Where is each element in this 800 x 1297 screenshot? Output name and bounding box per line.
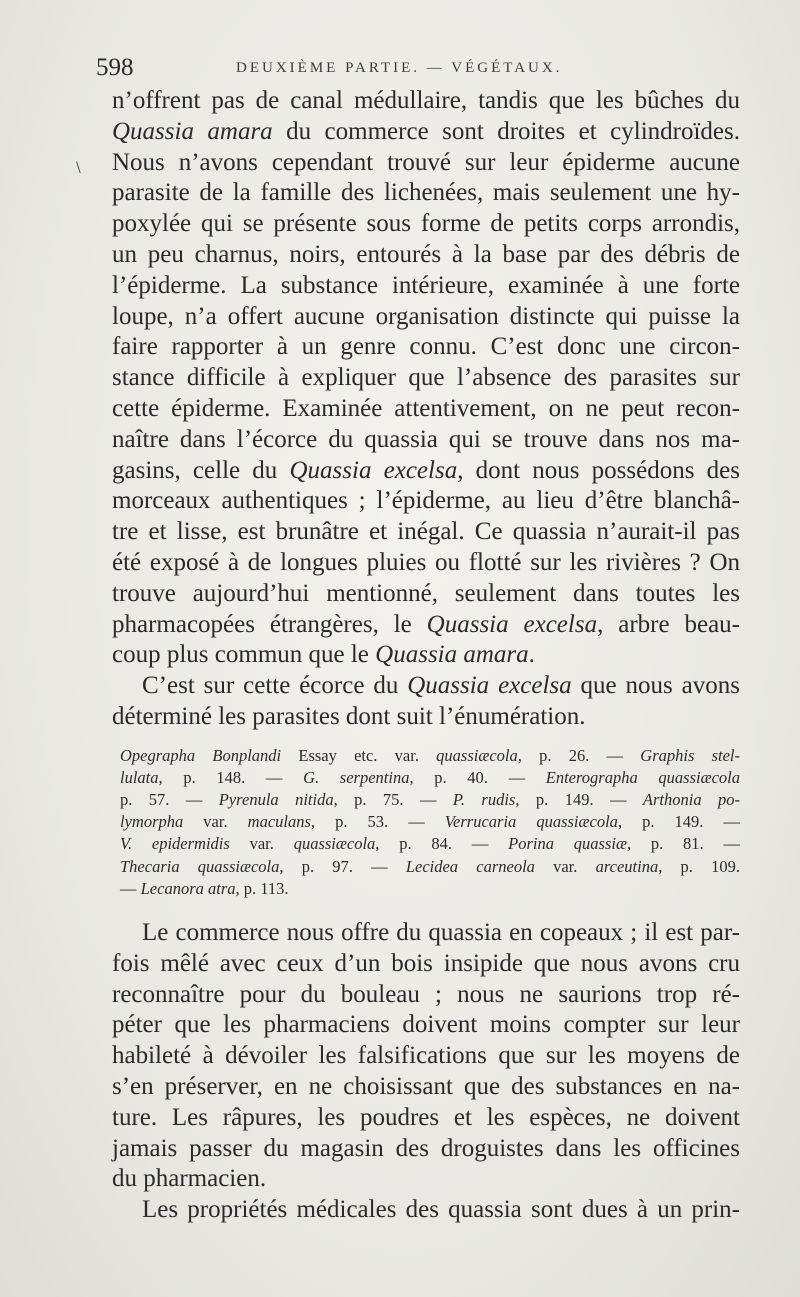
text-line [112, 610, 740, 641]
text-line [112, 1072, 740, 1103]
text-run: tre et lisse, est brunâtre et inégal. Ce quassia n’aurait-il pas [112, 518, 740, 546]
text-line [120, 878, 740, 900]
text-line [112, 949, 740, 980]
italic-term: Quassia amara [112, 117, 273, 145]
text-run: loupe, n’a offert aucune organisation distincte qui puisse la [112, 302, 740, 330]
italic-term: Lecidea carneola [405, 856, 535, 876]
text-run: , p. 75. — [333, 790, 453, 810]
text-run: poxylée qui se présente sous forme de petits corps arrondis, [112, 210, 740, 238]
text-run: du commerce sont droites et cylindroïdes. [272, 117, 740, 145]
text-line [112, 671, 740, 702]
text-run: du pharmacien. [112, 1165, 267, 1193]
text-line [112, 363, 740, 394]
text-run: , arbre beau- [597, 610, 740, 638]
paragraph-4 [112, 1195, 740, 1226]
italic-term: quassiæcola [293, 834, 376, 854]
text-line [112, 117, 740, 148]
text-run: . [528, 641, 535, 669]
italic-term: Quassia amara [375, 641, 529, 669]
text-run: , p. 81. — [626, 834, 740, 854]
text-line [120, 767, 740, 789]
text-run: , p. 97. — [279, 856, 406, 876]
text-line [112, 425, 740, 456]
text-line [112, 918, 740, 949]
text-run: , p. 113. [235, 878, 289, 898]
text-line [112, 332, 740, 363]
text-run: C’est sur cette écorce du [142, 672, 408, 700]
text-run: morceaux authentiques ; l’épiderme, au lieu d’être blanchâ- [112, 487, 740, 515]
text-run: cette épiderme. Examinée attentivement, on ne peut recon- [112, 394, 740, 422]
text-line [112, 1164, 740, 1195]
text-run: pharmacopées étrangères, le [112, 610, 427, 638]
text-line [120, 833, 740, 855]
italic-term: Lecanora atra [140, 878, 236, 898]
italic-term: quassiæcola [436, 745, 518, 765]
italic-term: P. rudis [452, 790, 516, 810]
text-run: reconnaître pour du bouleau ; nous ne saurions trop ré- [112, 980, 740, 1008]
text-line [112, 1134, 740, 1165]
italic-term: Porina quassiæ [508, 834, 627, 854]
italic-term: lymorpha [120, 812, 184, 832]
text-run: , p. 26. — [517, 745, 641, 765]
text-run: un peu charnus, noirs, entourés à la base par des débris de [112, 240, 740, 268]
text-run: , p. 53. — [310, 812, 445, 832]
text-line [112, 1010, 740, 1041]
text-run: Nous n’avons cependant trouvé sur leur épiderme aucune [112, 148, 740, 176]
text-run: , p. 149. — [617, 812, 740, 832]
text-run: faire rapporter à un genre connu. C’est donc une circon- [112, 333, 740, 361]
margin-mark: \ [76, 160, 81, 176]
text-line [112, 178, 740, 209]
italic-term: Quassia excelsa [289, 456, 458, 484]
italic-term: lulata [120, 767, 159, 787]
text-run: gasins, celle du [112, 456, 290, 484]
italic-term: Enterographa quassiæcola [545, 767, 740, 787]
text-run: , p. 84. — [375, 834, 509, 854]
italic-term: Opegrapha Bonplandi [120, 745, 282, 765]
text-line [112, 980, 740, 1011]
text-run: été exposé à de longues pluies ou flotté sur les rivières ? On [112, 548, 740, 576]
italic-term: Arthonia po- [642, 790, 741, 810]
text-line [112, 209, 740, 240]
text-run: coup plus commun que le [112, 641, 376, 669]
page-header [96, 54, 736, 88]
text-line [112, 148, 740, 179]
text-run: — [120, 878, 141, 898]
text-line [112, 456, 740, 487]
text-line [112, 702, 740, 733]
running-head: DEUXIÈME PARTIE. — VÉGÉTAUX. [236, 60, 563, 76]
body-text [112, 86, 740, 1226]
italic-term: Verrucaria quassiæcola [444, 812, 618, 832]
text-run: péter que les pharmaciens doivent moins compter sur leur [112, 1011, 740, 1039]
italic-term: Pyrenula nitida [218, 790, 334, 810]
lichen-enumeration [120, 745, 740, 900]
text-run: var. [534, 856, 596, 876]
text-run: habileté à dévoiler les falsifications que sur les moyens de [112, 1042, 740, 1070]
text-run: fois mêlé avec ceux d’un bois insipide que nous avons cru [112, 949, 740, 977]
text-line [112, 86, 740, 117]
paragraph-3 [112, 918, 740, 1195]
italic-term: arceutina [595, 856, 659, 876]
text-line [112, 1195, 740, 1226]
text-line [112, 271, 740, 302]
text-run: trouve aujourd’hui mentionné, seulement dans toutes les [112, 579, 740, 607]
italic-term: maculans [247, 812, 311, 832]
text-line [112, 394, 740, 425]
text-run: , p. 149. — [515, 790, 643, 810]
text-line [112, 486, 740, 517]
text-run: ture. Les râpures, les poudres et les espèces, ne doivent [112, 1103, 740, 1131]
text-run: n’offrent pas de canal médullaire, tandis que les bûches du [112, 87, 740, 114]
text-run: var. [183, 812, 248, 832]
text-line [112, 579, 740, 610]
paragraph-1 [112, 86, 740, 671]
italic-term: G. serpentina [303, 767, 410, 787]
text-run: parasite de la famille des lichenées, mais seulement une hy- [112, 179, 740, 207]
italic-term: Thecaria quassiæcola [120, 856, 280, 876]
text-run: stance difficile à expliquer que l’absence des parasites sur [112, 364, 740, 392]
text-run: , dont nous possédons des [457, 456, 740, 484]
text-line [120, 856, 740, 878]
text-run: jamais passer du magasin des droguistes dans les officines [112, 1134, 740, 1162]
text-line [112, 640, 740, 671]
text-run: Essay etc. var. [281, 745, 437, 765]
text-run: l’épiderme. La substance intérieure, examinée à une forte [112, 271, 740, 299]
text-line [112, 548, 740, 579]
text-line [112, 302, 740, 333]
text-run: p. 57. — [120, 790, 219, 810]
text-line [120, 789, 740, 811]
text-run: déterminé les parasites dont suit l’énumération. [112, 702, 586, 730]
text-run: naître dans l’écorce du quassia qui se trouve dans nos ma- [112, 425, 740, 453]
italic-term: Quassia excelsa [407, 672, 572, 700]
text-line [120, 811, 740, 833]
text-run: que nous avons [571, 672, 740, 700]
text-run: s’en préserver, en ne choisissant que des substances en na- [112, 1073, 740, 1101]
text-run: Le commerce nous offre du quassia en copeaux ; il est par- [142, 919, 740, 947]
italic-term: Graphis stel- [640, 745, 741, 765]
text-line [120, 745, 740, 767]
text-line [112, 1041, 740, 1072]
text-run: Les propriétés médicales des quassia sont dues à un prin- [142, 1196, 740, 1224]
text-run: , p. 40. — [409, 767, 546, 787]
text-run: , p. 148. — [158, 767, 304, 787]
paragraph-2 [112, 671, 740, 733]
italic-term: V. epidermidis [120, 834, 230, 854]
page-number: 598 [96, 54, 134, 81]
text-line [112, 1103, 740, 1134]
text-line [112, 517, 740, 548]
text-line [112, 240, 740, 271]
text-run: , p. 109. [658, 856, 740, 876]
text-run: var. [229, 834, 294, 854]
italic-term: Quassia excelsa [426, 610, 598, 638]
